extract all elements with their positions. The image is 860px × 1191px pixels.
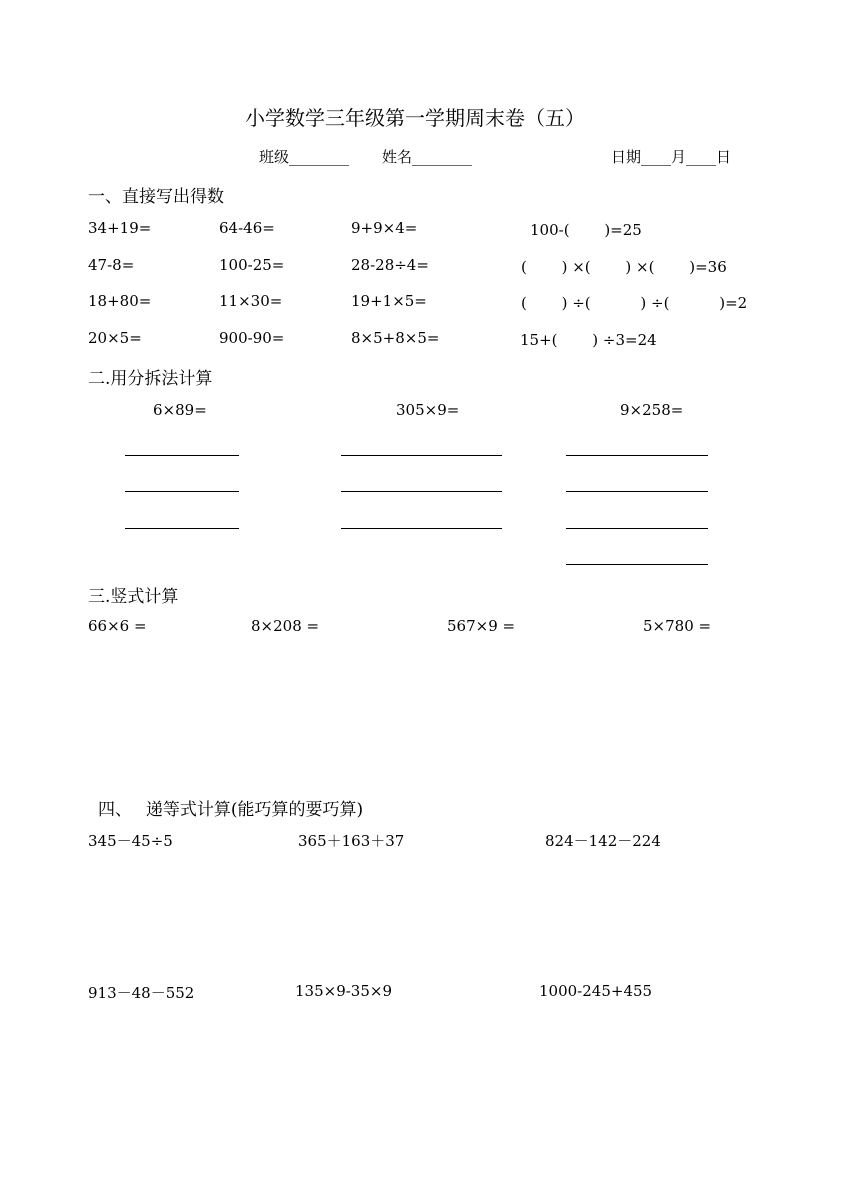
mental-math-item: 19+1×5= <box>351 292 427 310</box>
mental-math-item: 9+9×4= <box>351 219 418 237</box>
mental-math-item: 47-8= <box>88 256 135 274</box>
mental-math-item: 11×30= <box>219 292 283 310</box>
vertical-calc-problem: 567×9 = <box>447 617 516 635</box>
mental-math-item: 18+80= <box>88 292 152 310</box>
split-problem: 305×9= <box>396 401 460 419</box>
mental-math-item: 8×5+8×5= <box>351 329 440 347</box>
step-calc-problem: 135×9-35×9 <box>295 982 393 1000</box>
section-4-heading: 四、 递等式计算(能巧算的要巧算) <box>98 800 364 820</box>
mental-math-item: ( ) ×( ) ×( )=36 <box>521 258 727 276</box>
split-problem: 9×258= <box>620 401 684 419</box>
mental-math-item: 15+( ) ÷3=24 <box>520 331 657 349</box>
section-1-heading: 一、直接写出得数 <box>88 187 224 207</box>
mental-math-item: 20×5= <box>88 329 142 347</box>
page-title: 小学数学三年级第一学期周末卷（五） <box>245 106 585 130</box>
mental-math-item: ( ) ÷( ) ÷( )=2 <box>521 294 748 312</box>
answer-line <box>566 491 708 492</box>
mental-math-item: 34+19= <box>88 219 152 237</box>
vertical-calc-problem: 5×780 = <box>643 617 712 635</box>
step-calc-problem: 345－45÷5 <box>88 832 173 850</box>
step-calc-problem: 1000-245+455 <box>539 982 653 1000</box>
vertical-calc-problem: 66×6 = <box>88 617 147 635</box>
section-3-heading: 三.竖式计算 <box>88 587 179 607</box>
step-calc-problem: 913－48－552 <box>88 984 195 1002</box>
answer-line <box>566 564 708 565</box>
step-calc-problem: 824－142－224 <box>545 832 661 850</box>
answer-line <box>125 491 239 492</box>
answer-line <box>341 528 502 529</box>
name-field: 姓名________ <box>382 148 473 166</box>
answer-line <box>341 491 502 492</box>
section-2-heading: 二.用分拆法计算 <box>88 369 213 389</box>
vertical-calc-problem: 8×208 = <box>251 617 320 635</box>
answer-line <box>566 455 708 456</box>
mental-math-item: 64-46= <box>219 219 275 237</box>
mental-math-item: 100-( )=25 <box>530 221 642 239</box>
mental-math-item: 900-90= <box>219 329 285 347</box>
split-problem: 6×89= <box>153 401 207 419</box>
mental-math-item: 28-28÷4= <box>351 256 429 274</box>
class-field: 班级________ <box>259 148 350 166</box>
answer-line <box>125 528 239 529</box>
answer-line <box>341 455 502 456</box>
answer-line <box>125 455 239 456</box>
step-calc-problem: 365＋163＋37 <box>298 832 405 850</box>
answer-line <box>566 528 708 529</box>
date-field: 日期____月____日 <box>611 148 732 166</box>
mental-math-item: 100-25= <box>219 256 285 274</box>
